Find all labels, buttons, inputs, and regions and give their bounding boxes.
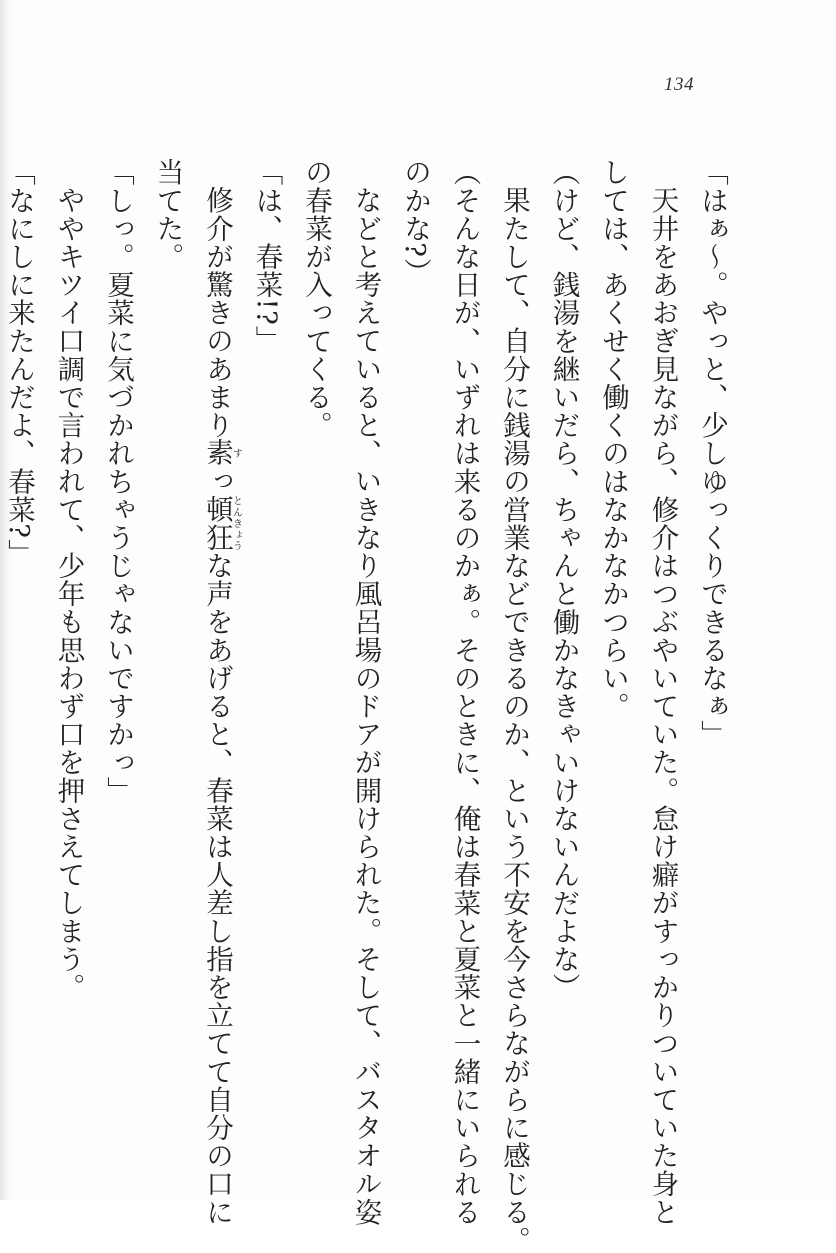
text-line: の春菜が入ってくる。 [300,158,332,439]
ruby-reading: とんきょう [230,494,242,551]
text-line: などと考えていると、いきなり風呂場のドアが開けられた。そして、バスタオル姿 [349,185,382,1226]
text-line: （けど、銭湯を継いだら、ちゃんと働かなきゃいけないんだよな） [547,158,580,1001]
text-line: 天井をあおぎ見ながら、修介はつぶやいていた。怠け癖がすっかりついていた身と [646,185,679,1226]
text-line: 「は、春菜!?」 [250,158,283,354]
text-line: 「なにしに来たんだよ、春菜?」 [3,158,35,567]
text-line: 「はぁ〜。やっと、少しゆっくりできるなぁ」 [696,158,728,749]
text-line: （そんな日が、いずれは来るのかぁ。そのときに、俺は春菜と夏菜と一緒にいられる [448,158,481,1226]
text-line: 「しっ。夏菜に気づかれちゃうじゃないですかっ」 [102,158,134,805]
ruby-base: 頓狂 [201,494,233,551]
vertical-text-body [0,158,736,1253]
text-line-with-ruby [192,158,242,1226]
ruby-word [201,494,242,551]
text-segment: 修介が驚きのあまり [201,185,233,439]
text-line: ややキツイ口調で言われて、少年も思わず口を押さえてしまう。 [52,185,85,1001]
text-line: しては、あくせく働くのはなかなかつらい。 [597,158,629,720]
text-line: のかな?） [399,158,431,286]
ruby-word [201,438,242,467]
ruby-reading: す [230,438,242,467]
text-segment: な声をあげると、春菜は人差し指を立てて自分の口に [201,550,233,1226]
page-number: 134 [664,74,694,95]
text-segment: っ [201,466,233,495]
text-line: 果たして、自分に銭湯の営業などできるのか、という不安を今さらながらに感じる。 [498,185,530,1253]
text-line: 当てた。 [151,158,184,271]
ruby-base: 素 [201,438,233,467]
